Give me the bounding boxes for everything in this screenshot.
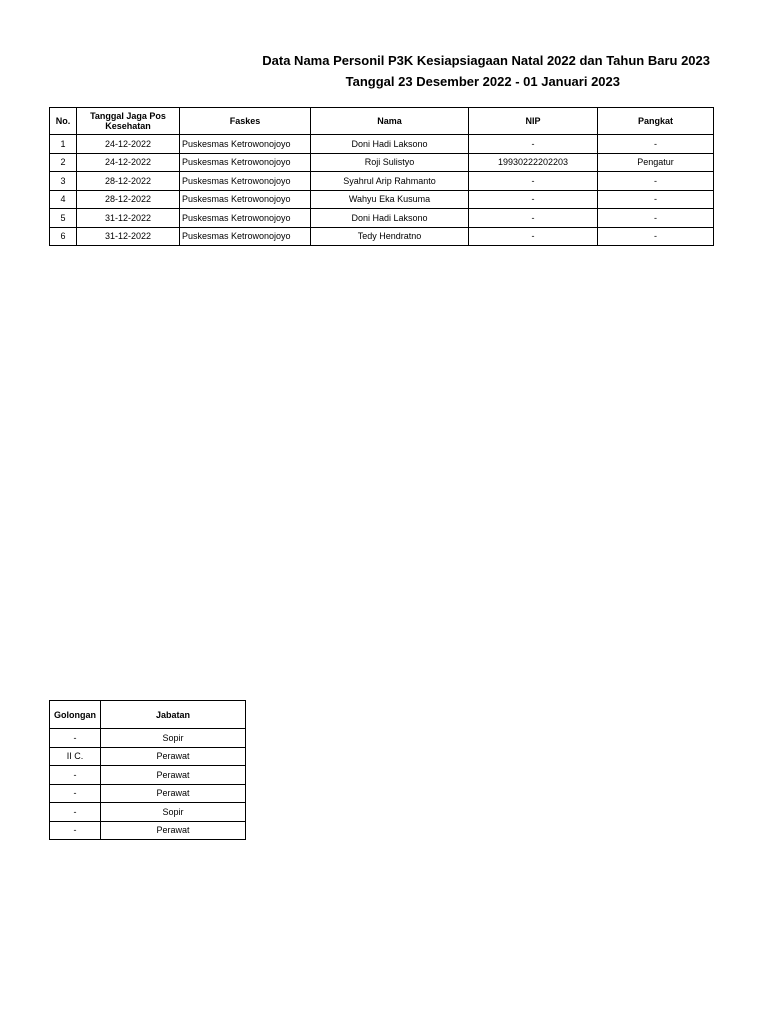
cell-tanggal: 31-12-2022: [77, 227, 180, 246]
document-subtitle: Tanggal 23 Desember 2022 - 01 Januari 2023: [345, 74, 620, 89]
cell-jabatan: Perawat: [101, 766, 246, 785]
header-no: No.: [50, 108, 77, 135]
table-row: [50, 821, 246, 840]
table-header-row: [50, 108, 714, 135]
table-row: [50, 209, 714, 228]
cell-tanggal: 24-12-2022: [77, 135, 180, 154]
cell-jabatan: Perawat: [101, 821, 246, 840]
table-row: [50, 729, 246, 748]
header-nama: Nama: [311, 108, 469, 135]
cell-jabatan: Perawat: [101, 747, 246, 766]
cell-jabatan: Perawat: [101, 784, 246, 803]
cell-no: 6: [50, 227, 77, 246]
cell-tanggal: 28-12-2022: [77, 190, 180, 209]
cell-no: 5: [50, 209, 77, 228]
cell-pangkat: -: [598, 227, 714, 246]
table-row: [50, 172, 714, 191]
table-row: [50, 153, 714, 172]
cell-faskes: Puskesmas Ketrowonojoyo: [180, 172, 311, 191]
header-golongan: Golongan: [50, 701, 101, 729]
cell-tanggal: 31-12-2022: [77, 209, 180, 228]
cell-tanggal: 28-12-2022: [77, 172, 180, 191]
cell-golongan: -: [50, 803, 101, 822]
cell-golongan: -: [50, 729, 101, 748]
cell-pangkat: -: [598, 190, 714, 209]
cell-nama: Roji Sulistyo: [311, 153, 469, 172]
cell-faskes: Puskesmas Ketrowonojoyo: [180, 153, 311, 172]
table-row: [50, 784, 246, 803]
table-row: [50, 190, 714, 209]
cell-nama: Syahrul Arip Rahmanto: [311, 172, 469, 191]
cell-nip: -: [469, 135, 598, 154]
cell-nip: -: [469, 190, 598, 209]
cell-pangkat: -: [598, 135, 714, 154]
cell-nama: Doni Hadi Laksono: [311, 135, 469, 154]
table-row: [50, 227, 714, 246]
header-tanggal: Tanggal Jaga Pos Kesehatan: [77, 108, 180, 135]
header-nip: NIP: [469, 108, 598, 135]
cell-jabatan: Sopir: [101, 729, 246, 748]
position-table: [49, 700, 246, 840]
cell-faskes: Puskesmas Ketrowonojoyo: [180, 135, 311, 154]
document-title: Data Nama Personil P3K Kesiapsiagaan Natal 2022 dan Tahun Baru 2023: [262, 53, 710, 68]
table-row: [50, 747, 246, 766]
cell-faskes: Puskesmas Ketrowonojoyo: [180, 227, 311, 246]
cell-nip: -: [469, 172, 598, 191]
table-row: [50, 766, 246, 785]
cell-pangkat: -: [598, 172, 714, 191]
cell-faskes: Puskesmas Ketrowonojoyo: [180, 209, 311, 228]
header-jabatan: Jabatan: [101, 701, 246, 729]
cell-nama: Tedy Hendratno: [311, 227, 469, 246]
cell-nip: 19930222202203: [469, 153, 598, 172]
cell-jabatan: Sopir: [101, 803, 246, 822]
cell-golongan: II C.: [50, 747, 101, 766]
cell-golongan: -: [50, 821, 101, 840]
cell-no: 4: [50, 190, 77, 209]
cell-golongan: -: [50, 766, 101, 785]
header-faskes: Faskes: [180, 108, 311, 135]
table-row: [50, 803, 246, 822]
cell-tanggal: 24-12-2022: [77, 153, 180, 172]
cell-nip: -: [469, 209, 598, 228]
table-row: [50, 135, 714, 154]
cell-no: 3: [50, 172, 77, 191]
cell-pangkat: Pengatur: [598, 153, 714, 172]
cell-no: 2: [50, 153, 77, 172]
cell-nama: Doni Hadi Laksono: [311, 209, 469, 228]
header-pangkat: Pangkat: [598, 108, 714, 135]
table-header-row: [50, 701, 246, 729]
cell-nama: Wahyu Eka Kusuma: [311, 190, 469, 209]
cell-faskes: Puskesmas Ketrowonojoyo: [180, 190, 311, 209]
cell-nip: -: [469, 227, 598, 246]
personnel-table: [49, 107, 714, 246]
cell-no: 1: [50, 135, 77, 154]
cell-golongan: -: [50, 784, 101, 803]
cell-pangkat: -: [598, 209, 714, 228]
